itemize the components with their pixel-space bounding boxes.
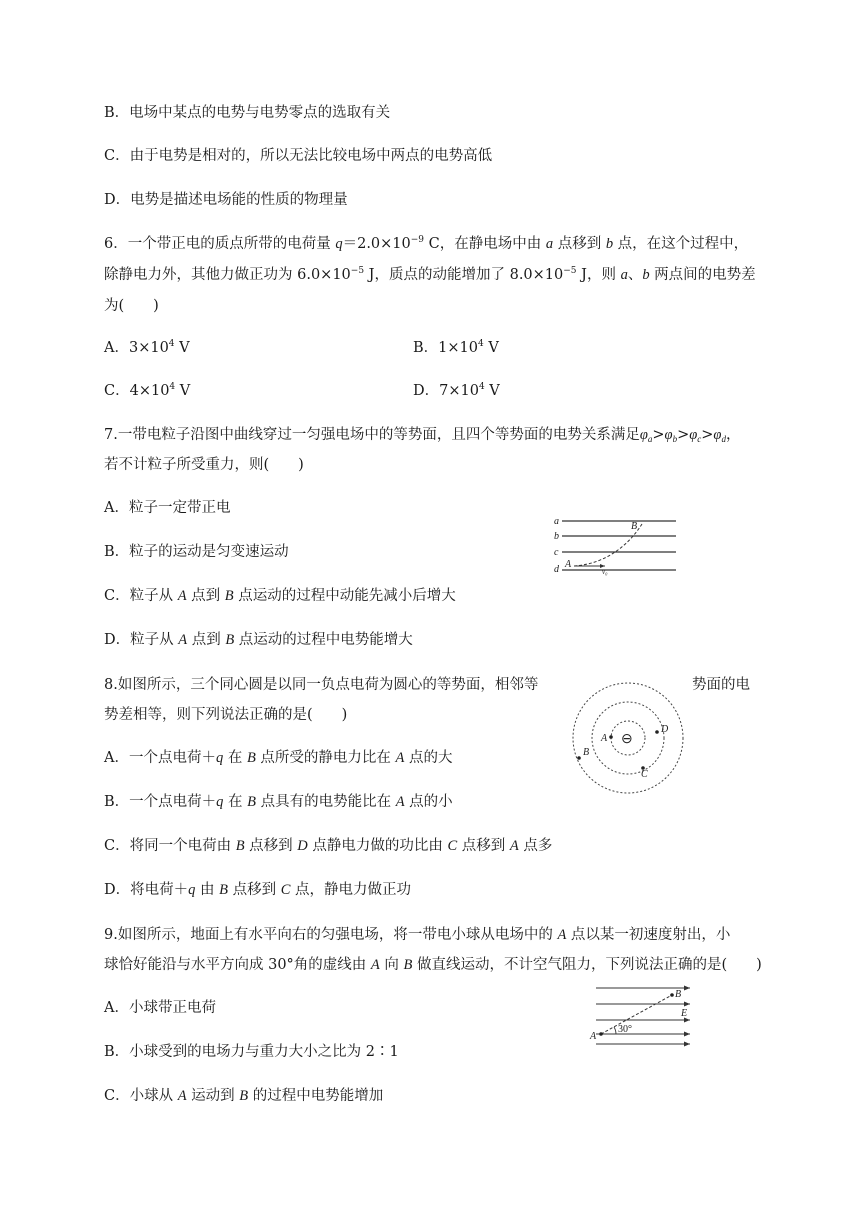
q8-point-d: D [661,724,669,735]
q6-stem-line1: 6．一个带正电的质点所带的电荷量 $q=2.0\times 10^{-9}$ C，在静电场中由 a 点移到 b 点，在这个过程中， [104,235,749,252]
q9-stem-line1: 9.如图所示，地面上有水平向右的匀强电场，将一带电小球从电场中的 A 点以某一初速度射出，小 [104,927,731,943]
q9-point-a: A [590,1031,597,1042]
q8-option-b: B．一个点电荷＋q 在 B 点具有的电势能比在 A 点的小 [104,794,453,810]
q9-angle-arc [614,1027,616,1034]
q6-option-d: D．$7\times 10^4$ V [413,382,500,399]
q6-option-c: C．$4\times 10^4$ V [104,382,191,399]
q9-angle-label: 30° [618,1024,632,1035]
q6-option-b: B．$1\times 10^4$ V [413,339,499,356]
q8-negative-charge-icon: ⊖ [621,732,633,747]
q8-dot-d [655,730,659,734]
q7-option-a: A．粒子一定带正电 [104,500,231,516]
q7-option-b: B．粒子的运动是匀变速运动 [104,544,289,560]
q8-dot-a [609,735,613,739]
q9-dot-a [599,1032,603,1036]
q5-option-c: C．由于电势是相对的，所以无法比较电场中两点的电势高低 [104,148,493,164]
q9-option-c: C．小球从 A 运动到 B 的过程中电势能增加 [104,1088,384,1104]
q9-option-b: B．小球受到的电场力与重力大小之比为 2∶1 [104,1044,399,1060]
q7-label-a: a [554,516,559,527]
q8-option-c: C．将同一个电荷由 B 点移到 D 点静电力做的功比由 C 点移到 A 点多 [104,838,553,854]
q9-uniform-field-figure [588,982,698,1048]
q7-option-c: C．粒子从 A 点到 B 点运动的过程中动能先减小后增大 [104,588,456,604]
q5-option-b: B．电场中某点的电势与电势零点的选取有关 [104,105,391,121]
q9-point-b: B [675,989,682,1000]
q7-stem-line2: 若不计粒子所受重力，则( ) [104,457,304,473]
q8-stem-line1b: 势面的电 [692,677,750,693]
q8-point-b: B [583,747,590,758]
q9-stem-line2: 球恰好能沿与水平方向成 30°角的虚线由 A 向 B 做直线运动，不计空气阻力，下列说法正确的是( ) [104,957,762,973]
q8-dot-b [577,756,581,760]
q6-stem-line3: 为( ) [104,298,159,314]
q8-option-a: A．一个点电荷＋q 在 B 点所受的静电力比在 A 点的大 [104,750,453,766]
q7-point-a: A [565,559,572,570]
q7-point-b: B [631,521,638,532]
q9-dashed-path [601,995,672,1034]
q7-stem-line1: 7.一带电粒子沿图中曲线穿过一匀强电场中的等势面，且四个等势面的电势关系满足$\varphi_a>\varphi_b>\varphi_c>\varphi_d$， [104,427,741,444]
q9-field-e-label: E [681,1008,688,1019]
q6-option-a: A．$3\times 10^4$ V [104,339,190,356]
q7-label-b: b [554,531,559,542]
q6-stem-line2: 除静电力外，其他力做正功为 $6.0\times 10^{-5}$ J，质点的动能增加了 $8.0\times 10^{-5}$ J，则 a、b 两点间的电势差 [104,266,756,283]
q7-v0-label: v₀ [602,568,608,576]
q7-label-d: d [554,564,559,575]
q8-option-d: D．将电荷＋q 由 B 点移到 C 点，静电力做正功 [104,882,411,898]
q8-stem-line2: 势差相等，则下列说法正确的是( ) [104,707,348,723]
q8-point-c: C [641,769,648,780]
q5-option-d: D．电势是描述电场能的性质的物理量 [104,192,348,208]
q7-label-c: c [554,547,559,558]
q9-option-a: A．小球带正电荷 [104,1000,216,1016]
q8-concentric-circles-figure [570,680,686,796]
q7-option-d: D．粒子从 A 点到 B 点运动的过程中电势能增大 [104,632,413,648]
q7-equipotential-figure [550,514,680,578]
q8-point-a: A [601,733,608,744]
q9-dot-b [670,993,674,997]
q8-stem-line1a: 8.如图所示，三个同心圆是以同一负点电荷为圆心的等势面，相邻等 [104,677,539,693]
